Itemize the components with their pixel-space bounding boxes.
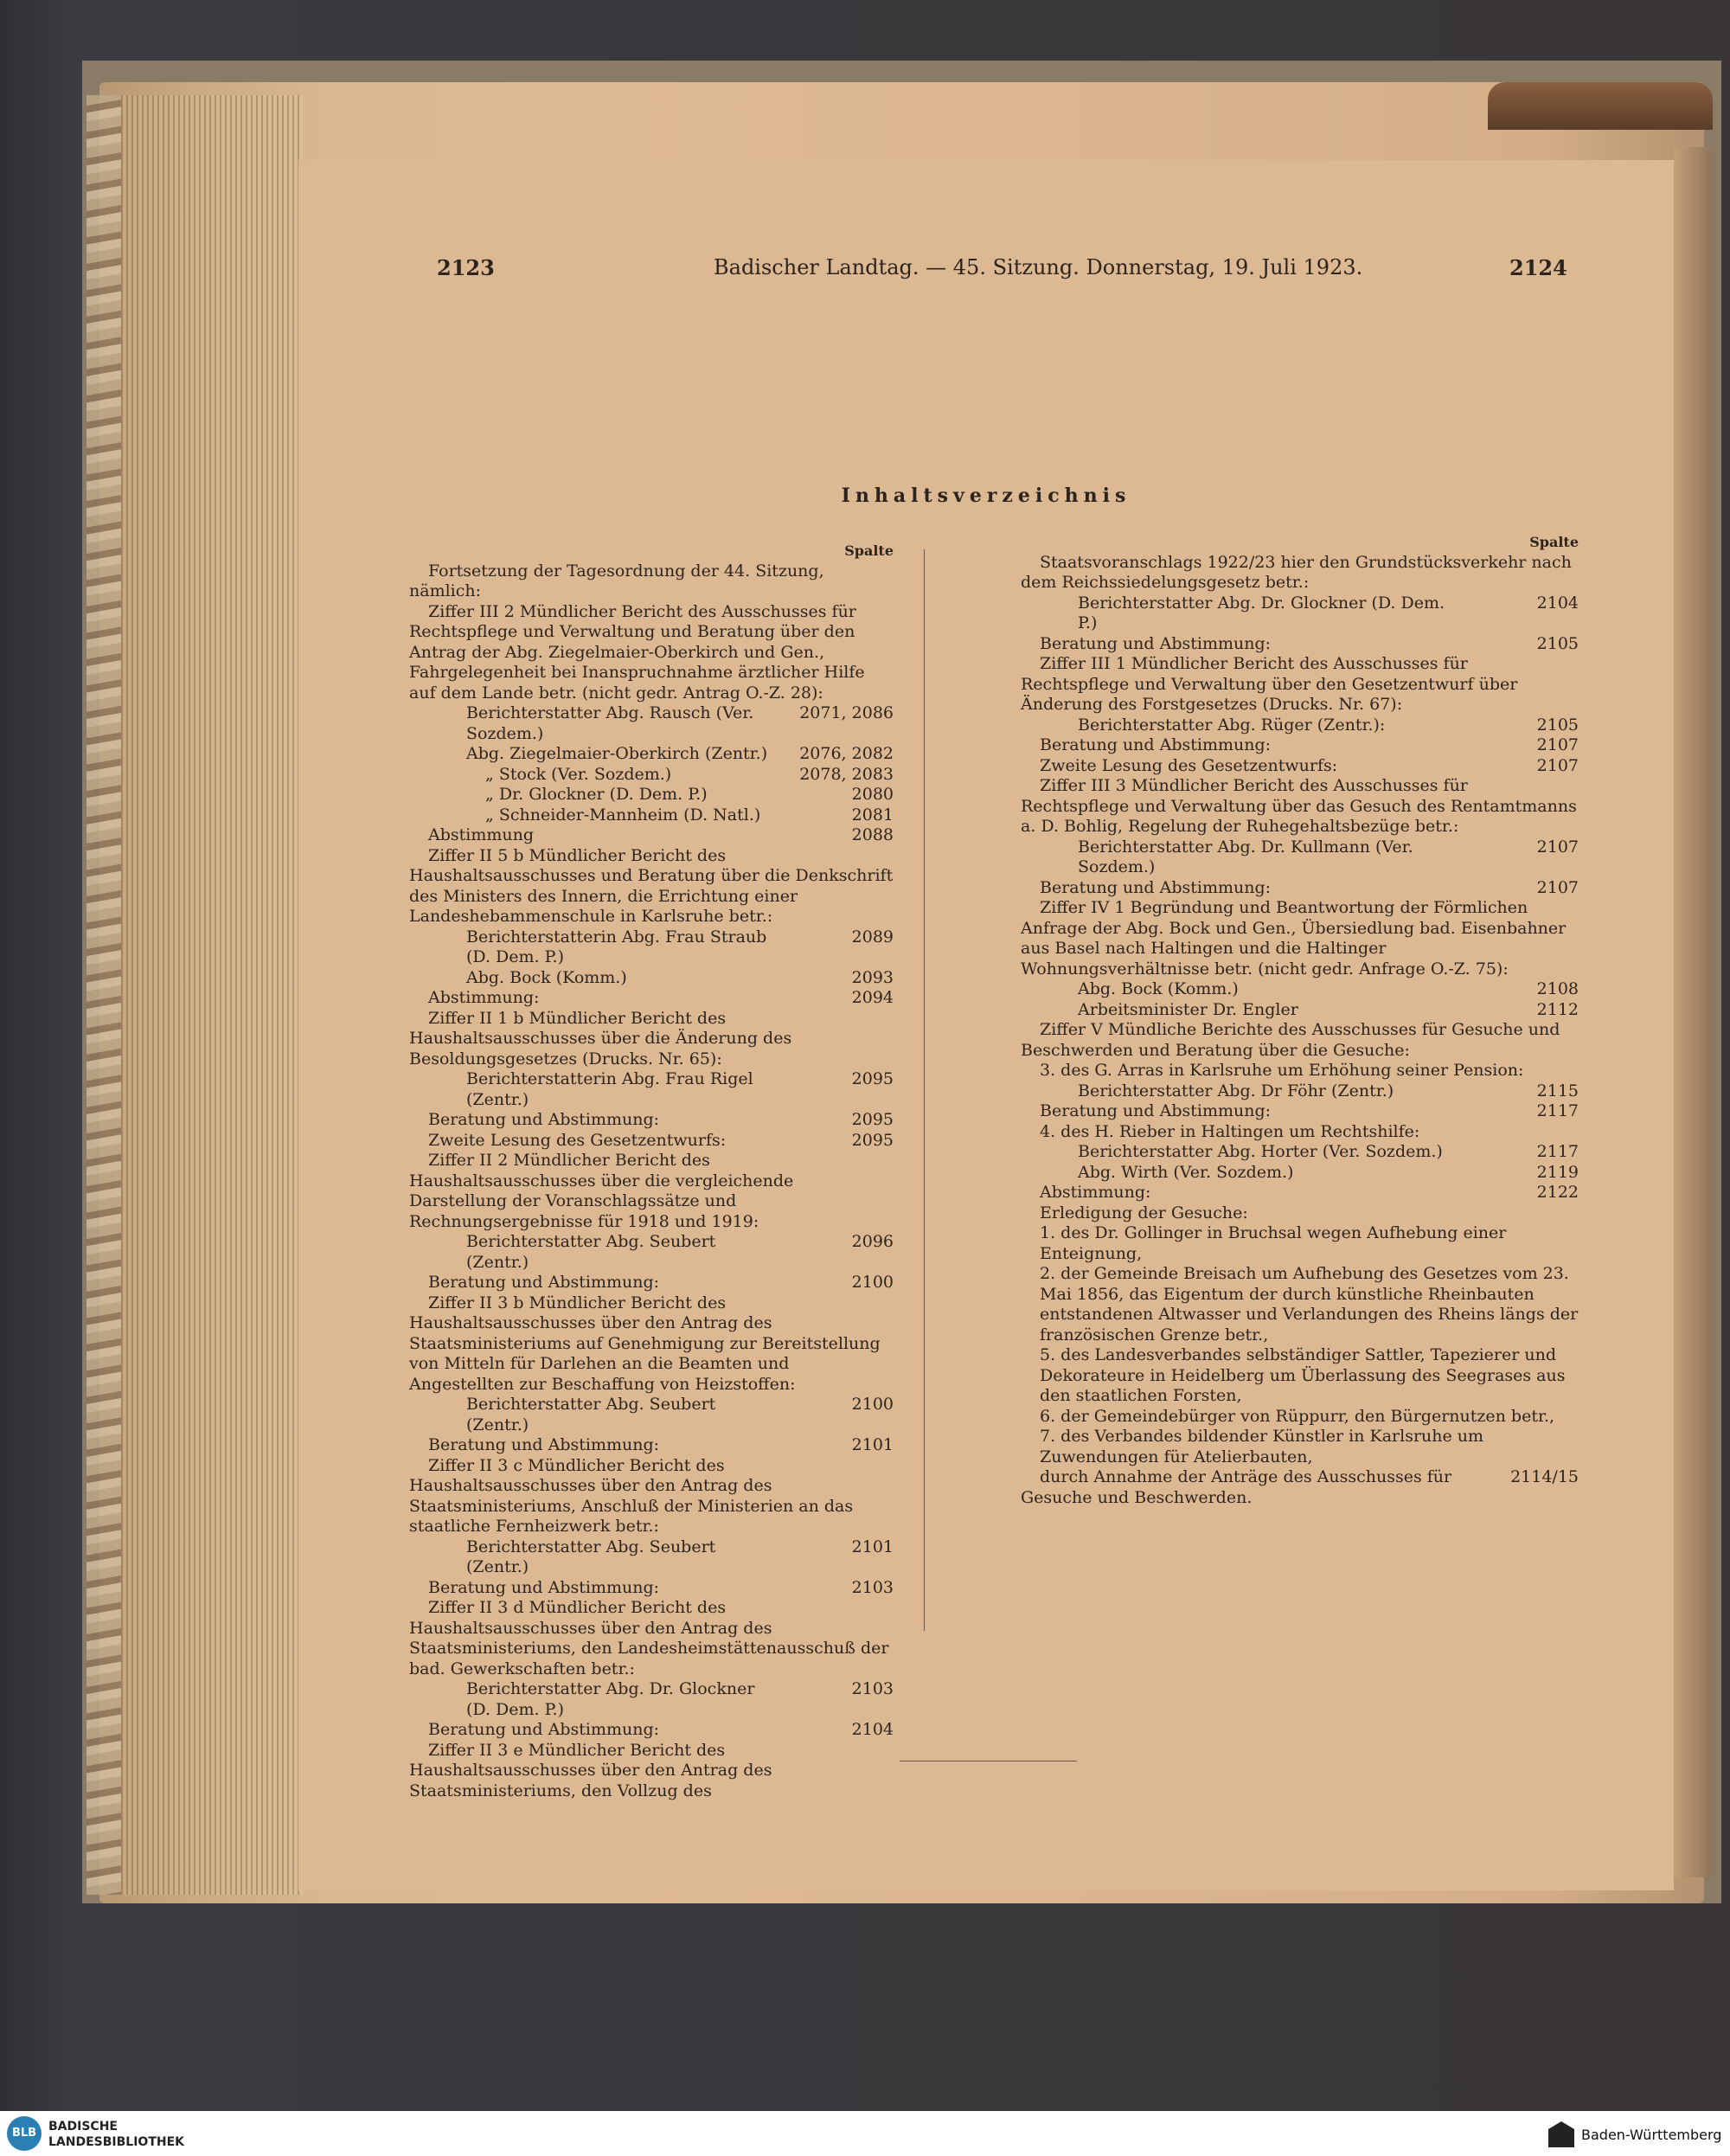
toc-entry-column-number: 2105 — [1536, 633, 1579, 653]
toc-entry — [1021, 715, 1579, 736]
toc-entry-text: Ziffer II 3 c Mündlicher Bericht des Haushaltsausschusses über den Antrag des Staatsministeriums, Anschluß der Ministerien an das staatliche Fernheizwerk betr.: — [409, 1455, 854, 1536]
toc-entry — [1021, 898, 1579, 979]
section-title: Inhaltsverzeichnis — [841, 484, 1131, 507]
toc-entry — [409, 561, 894, 602]
toc-entry — [409, 1131, 894, 1152]
toc-entry — [409, 968, 894, 989]
column-divider — [924, 549, 925, 1631]
toc-entry-text: Beratung und Abstimmung: — [1040, 877, 1272, 897]
toc-entry-column-number: 2114/15 — [1510, 1467, 1579, 1486]
blb-name-line1: BADISCHE — [48, 2120, 118, 2134]
toc-entry-column-number: 2103 — [851, 1577, 894, 1597]
toc-entry — [1021, 553, 1579, 594]
toc-entry-column-number: 2117 — [1536, 1142, 1579, 1161]
toc-entry — [409, 825, 894, 846]
spalte-label: Spalte — [844, 542, 894, 559]
toc-entry-column-number: 2100 — [851, 1395, 894, 1414]
toc-entry — [1021, 837, 1579, 878]
toc-entry — [409, 785, 894, 805]
toc-entry-text: Berichterstatter Abg. Horter (Ver. Sozdem.) — [1078, 1142, 1443, 1161]
toc-entry-column-number: 2095 — [851, 1110, 894, 1129]
toc-entry-text: „ Dr. Glockner (D. Dem. P.) — [485, 785, 708, 804]
toc-entry-column-number: 2119 — [1536, 1162, 1579, 1182]
toc-entry — [409, 1273, 894, 1293]
toc-entry — [1021, 1061, 1579, 1081]
toc-entry — [409, 1293, 894, 1396]
toc-entry-text: Staatsvoranschlags 1922/23 hier den Grundstücksverkehr nach dem Reichssiedelungsgesetz betr.: — [1021, 552, 1572, 592]
toc-entry-text: Berichterstatter Abg. Dr Föhr (Zentr.) — [1078, 1081, 1394, 1100]
toc-entry — [409, 988, 894, 1009]
toc-entry-text: Berichterstatter Abg. Dr. Glockner (D. Dem. P.) — [1078, 593, 1445, 632]
toc-entry-column-number: 2100 — [851, 1273, 894, 1292]
toc-entry-text: Ziffer II 3 b Mündlicher Bericht des Haushaltsausschusses über den Antrag des Staatsministeriums auf Genehmigung zur Bereitstellung von Mitteln für Darlehen an die Beamten und Angestellten zur Beschaffung von Heizstoffen: — [409, 1293, 881, 1394]
toc-entry-column-number: 2071, 2086 — [799, 703, 894, 722]
toc-entry-text: Abstimmung: — [428, 988, 540, 1007]
blb-logo[interactable]: BLB — [7, 2116, 42, 2151]
toc-entry-column-number: 2093 — [851, 967, 894, 987]
book-gutter — [1674, 147, 1713, 1877]
toc-entry — [1021, 1122, 1579, 1143]
toc-entry — [409, 703, 894, 744]
toc-entry-text: Ziffer II 3 d Mündlicher Bericht des Haushaltsausschusses über den Antrag des Staatsministeriums, den Landesheimstättenausschuß der bad. Gewerkschaften betr.: — [409, 1598, 889, 1678]
toc-entry-text: Beratung und Abstimmung: — [428, 1435, 660, 1454]
toc-entry-text: Beratung und Abstimmung: — [428, 1577, 660, 1597]
toc-entry — [409, 1151, 894, 1232]
toc-entry-column-number: 2122 — [1536, 1183, 1579, 1202]
toc-entry — [409, 1741, 894, 1802]
toc-entry-text: Erledigung der Gesuche: — [1040, 1203, 1248, 1222]
toc-entry-text: Ziffer III 3 Mündlicher Bericht des Ausschusses für Rechtspflege und Verwaltung über das Gesuch des Rentamtmanns a. D. Bohlig, Regelung der Ruhegehaltsbezüge betr.: — [1021, 776, 1577, 836]
toc-entry-text: Berichterstatter Abg. Rüger (Zentr.): — [1078, 715, 1386, 735]
toc-entry — [409, 1395, 894, 1435]
library-footer-bar — [0, 2111, 1730, 2156]
toc-entry — [1021, 878, 1579, 899]
toc-entry-column-number: 2089 — [851, 927, 894, 946]
toc-entry-text: Berichterstatter Abg. Dr. Kullmann (Ver. Sozdem.) — [1078, 837, 1413, 876]
toc-entry — [409, 765, 894, 786]
page-number-left: 2123 — [437, 255, 495, 280]
toc-entry-text: Abg. Ziegelmaier-Oberkirch (Zentr.) — [466, 744, 768, 763]
toc-entry — [1021, 979, 1579, 1000]
toc-entry — [1021, 1081, 1579, 1102]
toc-entry-column-number: 2101 — [851, 1537, 894, 1556]
toc-entry-text: Berichterstatterin Abg. Frau Straub (D. Dem. P.) — [466, 927, 767, 966]
toc-entry-text: Ziffer II 2 Mündlicher Bericht des Haushaltsausschusses über die vergleichende Darstellung der Voranschlagssätze und Rechnungsergebnisse für 1918 und 1919: — [409, 1151, 794, 1231]
toc-entry-text: Berichterstatter Abg. Dr. Glockner (D. Dem. P.) — [466, 1679, 755, 1719]
toc-entry — [409, 1009, 894, 1070]
toc-entry-text: Abg. Bock (Komm.) — [466, 967, 627, 987]
toc-entry-text: Ziffer II 3 e Mündlicher Bericht des Haushaltsausschusses über den Antrag des Staatsministeriums, den Vollzug des — [409, 1740, 772, 1800]
toc-entry-text: 7. des Verbandes bildender Künstler in Karlsruhe um Zuwendungen für Atelierbauten, — [1040, 1427, 1484, 1466]
toc-entry — [1021, 1163, 1579, 1184]
page-number-right: 2124 — [1509, 255, 1567, 280]
document-page — [298, 160, 1674, 1890]
toc-entry-text: 3. des G. Arras in Karlsruhe um Erhöhung seiner Pension: — [1040, 1061, 1524, 1080]
toc-entry-text: Abstimmung — [428, 825, 535, 844]
toc-entry-text: Ziffer V Mündliche Berichte des Ausschusses für Gesuche und Beschwerden und Beratung über die Gesuche: — [1021, 1020, 1560, 1060]
blb-name-line2: LANDESBIBLIOTHEK — [48, 2135, 185, 2149]
toc-entry — [409, 1720, 894, 1741]
toc-entry — [1021, 1407, 1579, 1428]
spalte-label: Spalte — [1529, 534, 1579, 550]
toc-entry — [409, 805, 894, 826]
toc-entry — [1021, 1142, 1579, 1163]
toc-entry-column-number: 2107 — [1536, 837, 1579, 857]
toc-entry-column-number: 2104 — [851, 1720, 894, 1739]
toc-entry-column-number: 2103 — [851, 1679, 894, 1698]
toc-entry-text: Fortsetzung der Tagesordnung der 44. Sitzung, nämlich: — [409, 561, 824, 600]
toc-entry-text: 2. der Gemeinde Breisach um Aufhebung des Gesetzes vom 23. Mai 1856, das Eigentum der durch künstliche Rheinbauten entstandenen Altwasser und Verlandungen des Rheins längs der französischen Grenze betr., — [1040, 1264, 1579, 1344]
toc-entry — [409, 1598, 894, 1679]
toc-entry-text: Ziffer III 1 Mündlicher Bericht des Ausschusses für Rechtspflege und Verwaltung über den Gesetzentwurf über Änderung des Forstgesetzes (Drucks. Nr. 67): — [1021, 654, 1518, 714]
toc-entry — [1021, 1203, 1579, 1224]
toc-entry-text: Berichterstatter Abg. Rausch (Ver. Sozdem.) — [466, 703, 754, 743]
toc-entry — [1021, 1101, 1579, 1122]
toc-entry — [409, 1456, 894, 1537]
running-title: Badischer Landtag. — 45. Sitzung. Donnerstag, 19. Juli 1923. — [714, 255, 1363, 279]
toc-entry — [1021, 1345, 1579, 1407]
toc-entry — [1021, 634, 1579, 655]
toc-entry-column-number: 2095 — [851, 1069, 894, 1088]
toc-entry-text: „ Stock (Ver. Sozdem.) — [485, 764, 672, 784]
toc-entry — [409, 1110, 894, 1131]
toc-entry-column-number: 2107 — [1536, 877, 1579, 897]
toc-entry-text: Beratung und Abstimmung: — [428, 1273, 660, 1292]
toc-entry-column-number: 2101 — [851, 1435, 894, 1454]
toc-entry-text: Zweite Lesung des Gesetzentwurfs: — [428, 1130, 727, 1150]
toc-entry — [1021, 1183, 1579, 1203]
toc-entry-text: durch Annahme der Anträge des Ausschusses für Gesuche und Beschwerden. — [1021, 1467, 1452, 1507]
toc-entry-text: Beratung und Abstimmung: — [428, 1720, 660, 1739]
toc-left-column — [409, 541, 894, 1801]
toc-entry — [1021, 654, 1579, 715]
toc-entry-text: 4. des H. Rieber in Haltingen um Rechtshilfe: — [1040, 1121, 1420, 1141]
toc-entry — [1021, 1427, 1579, 1467]
toc-entry-column-number: 2108 — [1536, 979, 1579, 998]
toc-entry-text: Berichterstatter Abg. Seubert (Zentr.) — [466, 1395, 716, 1434]
toc-entry-column-number: 2080 — [851, 785, 894, 804]
toc-entry-text: Beratung und Abstimmung: — [1040, 735, 1272, 754]
toc-entry — [409, 1578, 894, 1599]
toc-entry — [1021, 1264, 1579, 1345]
toc-entry — [1021, 735, 1579, 756]
toc-entry-column-number: 2078, 2083 — [799, 764, 894, 784]
toc-entry-text: Ziffer IV 1 Begründung und Beantwortung der Förmlichen Anfrage der Abg. Bock und Gen., Übersiedlung bad. Eisenbahner aus Basel nach Haltingen und die Haltinger Wohnungsverhältnisse betr. (nicht gedr. Anfrage O.-Z. 75): — [1021, 898, 1567, 979]
bw-label[interactable]: Baden-Württemberg — [1581, 2127, 1722, 2143]
toc-entry-column-number: 2096 — [851, 1232, 894, 1251]
toc-entry-text: 5. des Landesverbandes selbständiger Sattler, Tapezierer und Dekorateure in Heidelberg um Überlassung des Seegrases aus den staatlichen Forsten, — [1040, 1345, 1566, 1405]
toc-entry — [409, 927, 894, 968]
toc-entry — [1021, 1223, 1579, 1264]
toc-entry — [409, 1537, 894, 1578]
toc-entry — [1021, 1467, 1579, 1508]
toc-entry-column-number: 2117 — [1536, 1101, 1579, 1120]
toc-entry-text: 6. der Gemeindebürger von Rüppurr, den Bürgernutzen betr., — [1040, 1406, 1555, 1426]
toc-entry-column-number: 2107 — [1536, 735, 1579, 754]
toc-entry — [409, 602, 894, 704]
toc-right-column — [1021, 532, 1579, 1508]
blb-name — [48, 2119, 184, 2150]
toc-entry — [1021, 594, 1579, 634]
toc-entry — [409, 744, 894, 765]
toc-entry-text: Arbeitsminister Dr. Engler — [1078, 999, 1298, 1019]
toc-entry-text: Abg. Wirth (Ver. Sozdem.) — [1078, 1162, 1294, 1182]
toc-entry-text: Ziffer II 1 b Mündlicher Bericht des Haushaltsausschusses über die Änderung des Besoldungsgesetzes (Drucks. Nr. 65): — [409, 1008, 792, 1068]
book-clasp — [1488, 82, 1713, 130]
toc-entry-column-number: 2115 — [1536, 1081, 1579, 1100]
page-edges — [121, 95, 303, 1895]
toc-entry-column-number: 2112 — [1536, 999, 1579, 1019]
toc-entry-text: Abg. Bock (Komm.) — [1078, 979, 1239, 998]
toc-entry-text: Ziffer III 2 Mündlicher Bericht des Ausschusses für Rechtspflege und Verwaltung und Beratung über den Antrag der Abg. Ziegelmaier-Oberkirch und Gen., Fahrgelegenheit bei Inanspruchnahme ärztlicher Hilfe auf dem Lande betr. (nicht gedr. Antrag O.-Z. 28): — [409, 601, 865, 703]
toc-entry-text: Beratung und Abstimmung: — [1040, 1101, 1272, 1120]
toc-entry — [1021, 1000, 1579, 1021]
toc-entry — [409, 1069, 894, 1110]
toc-entry — [1021, 1020, 1579, 1061]
toc-entry-text: Berichterstatterin Abg. Frau Rigel (Zentr.) — [466, 1069, 753, 1109]
toc-entry-column-number: 2105 — [1536, 715, 1579, 735]
toc-entry-text: Beratung und Abstimmung: — [1040, 633, 1272, 653]
toc-entry — [1021, 776, 1579, 837]
toc-entry-text: Berichterstatter Abg. Seubert (Zentr.) — [466, 1232, 716, 1272]
toc-entry-text: Zweite Lesung des Gesetzentwurfs: — [1040, 755, 1338, 775]
toc-entry — [409, 846, 894, 927]
toc-entry-column-number: 2088 — [851, 825, 894, 844]
toc-entry-column-number: 2095 — [851, 1130, 894, 1150]
toc-entry-column-number: 2094 — [851, 988, 894, 1007]
toc-entry-column-number: 2107 — [1536, 755, 1579, 775]
toc-entry-text: Abstimmung: — [1040, 1183, 1151, 1202]
toc-entry-text: Berichterstatter Abg. Seubert (Zentr.) — [466, 1537, 716, 1576]
toc-entry-column-number: 2104 — [1536, 593, 1579, 613]
toc-entry-text: 1. des Dr. Gollinger in Bruchsal wegen Aufhebung einer Enteignung, — [1040, 1223, 1507, 1263]
toc-entry — [1021, 756, 1579, 777]
toc-entry-text: Ziffer II 5 b Mündlicher Bericht des Haushaltsausschusses und Beratung über die Denkschrift des Ministers des Innern, die Errichtung einer Landeshebammenschule in Karlsruhe betr.: — [409, 845, 894, 926]
toc-entry-text: Beratung und Abstimmung: — [428, 1110, 660, 1129]
marbled-edge — [86, 95, 121, 1895]
toc-entry-column-number: 2076, 2082 — [799, 744, 894, 763]
toc-entry-text: „ Schneider-Mannheim (D. Natl.) — [485, 805, 761, 825]
toc-entry — [409, 1679, 894, 1720]
toc-entry — [409, 1232, 894, 1273]
toc-entry-column-number: 2081 — [851, 805, 894, 825]
toc-entry — [409, 1435, 894, 1456]
